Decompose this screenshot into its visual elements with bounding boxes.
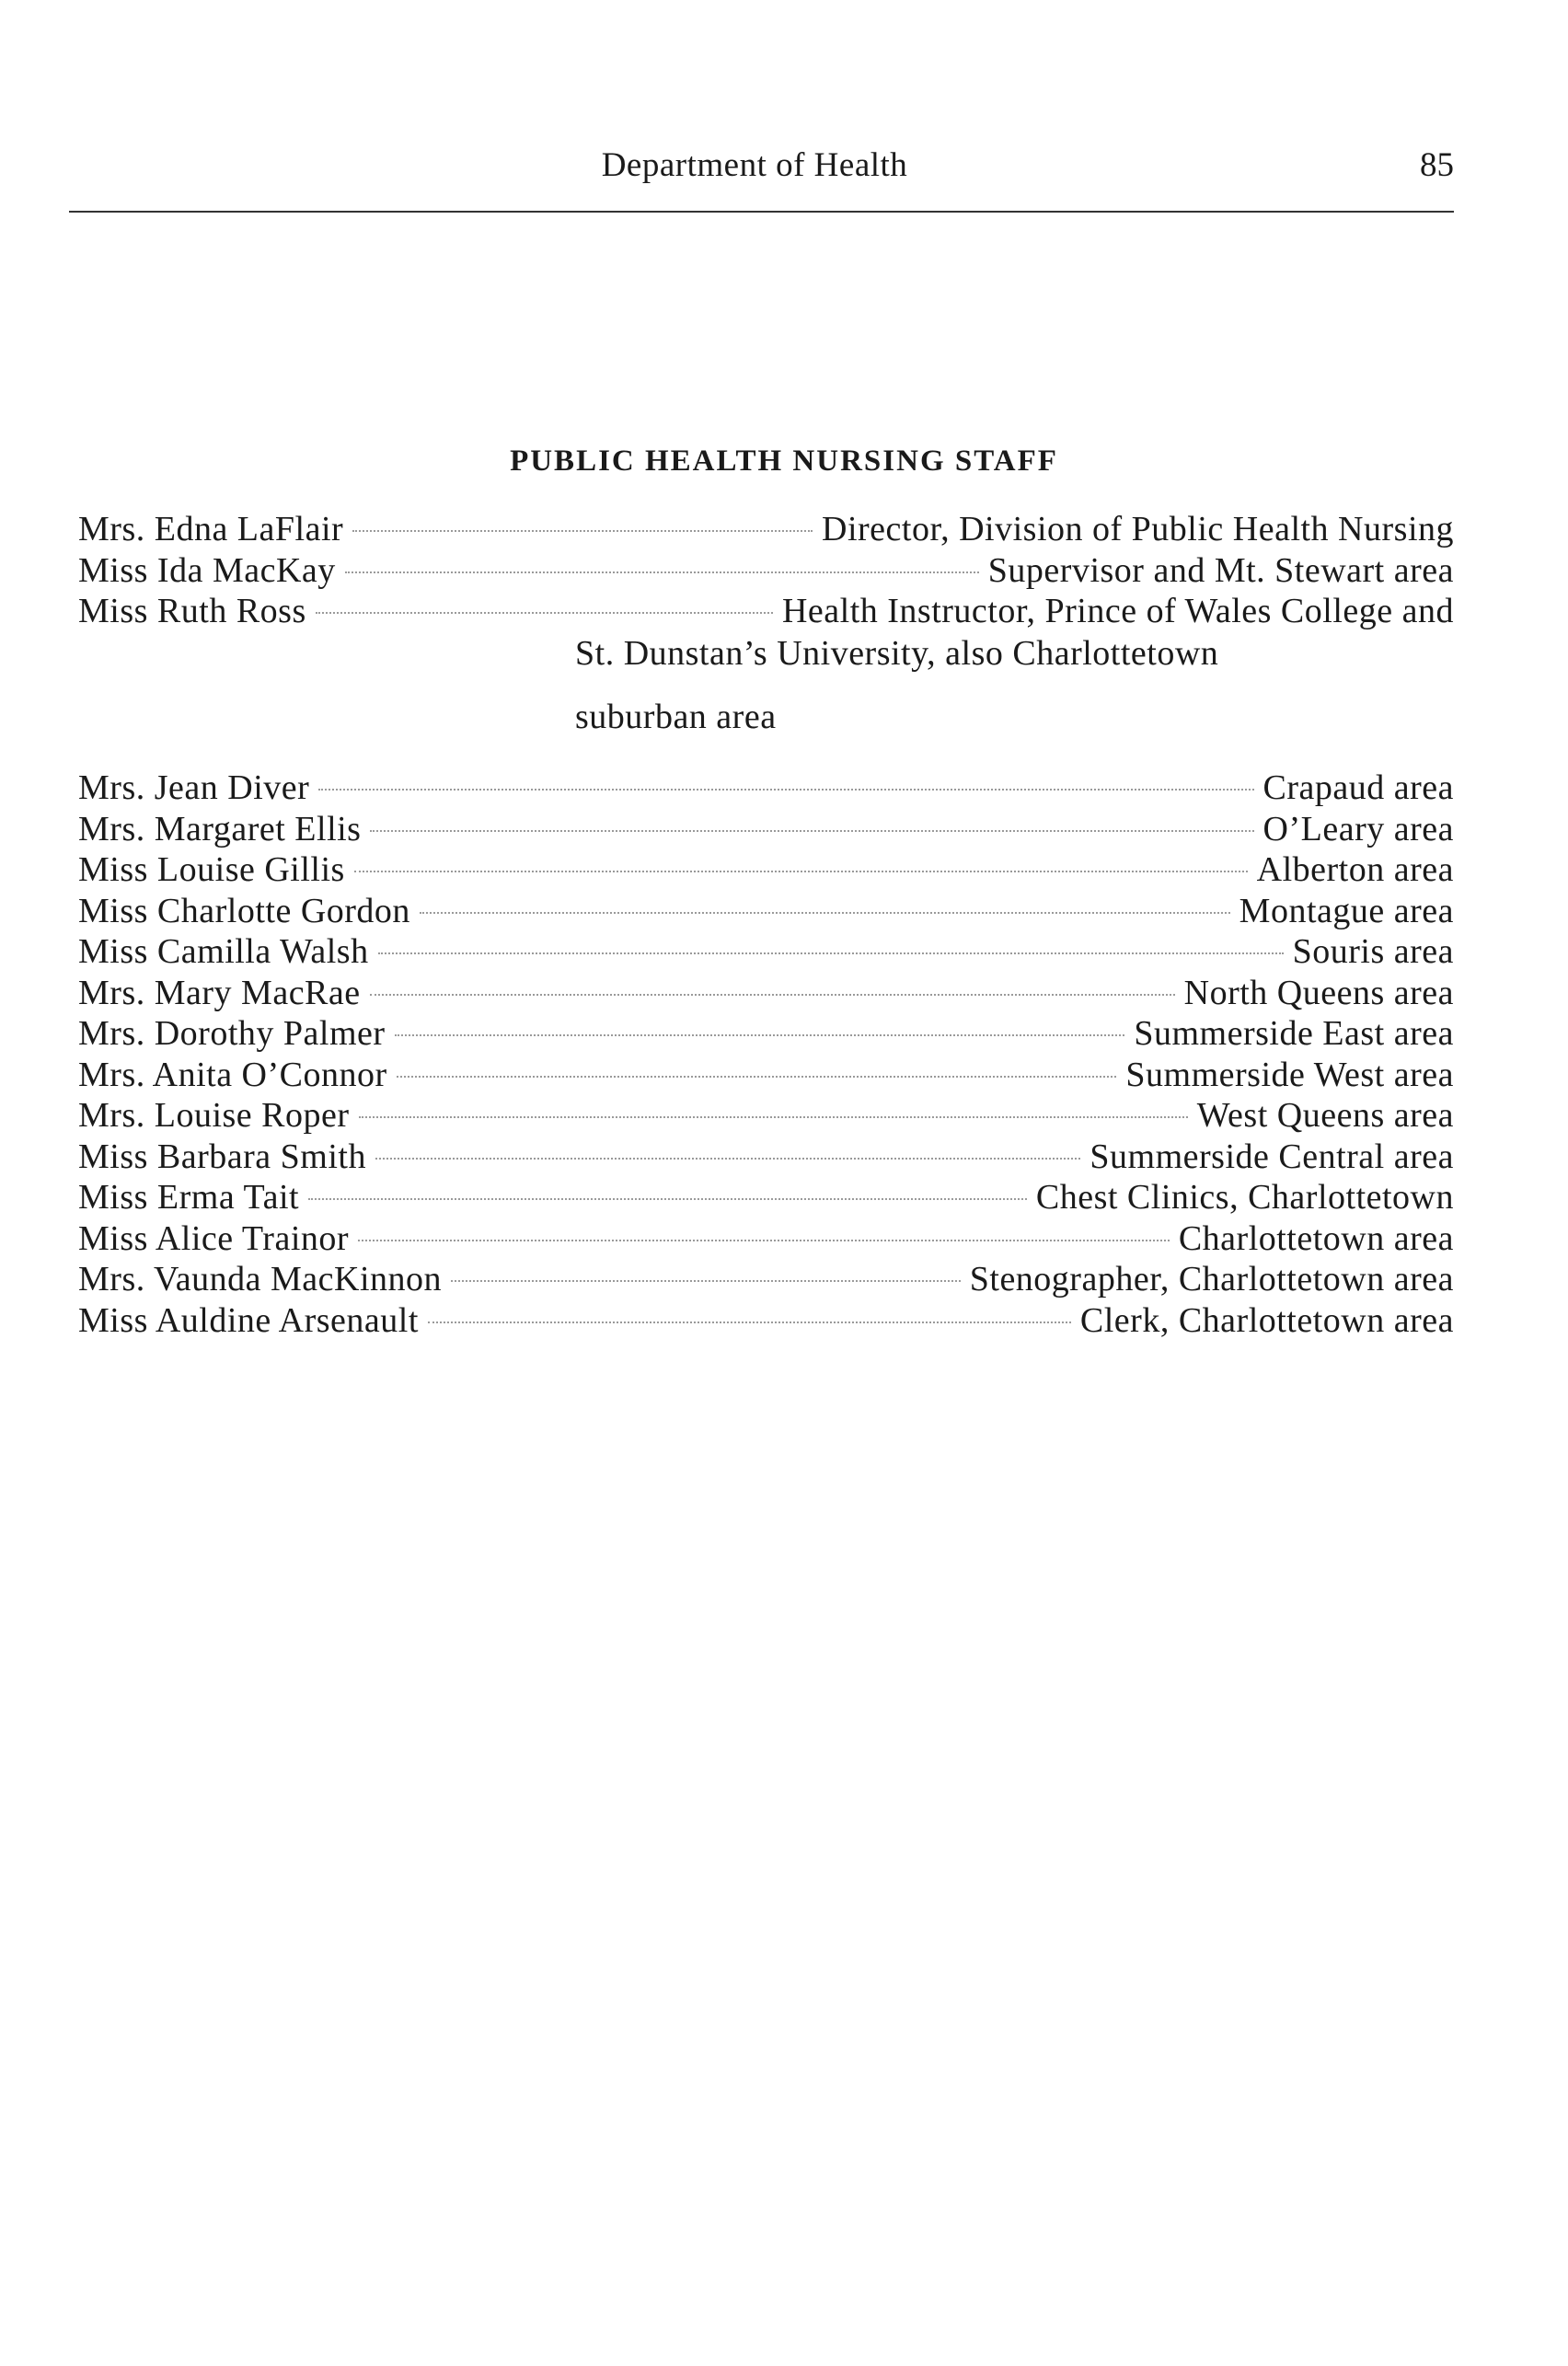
staff-role: Summerside Central area xyxy=(1090,1137,1454,1176)
staff-name: Miss Louise Gillis xyxy=(78,850,345,889)
staff-row xyxy=(78,1095,1454,1137)
staff-role-continued: St. Dunstan’s University, also Charlottetown xyxy=(575,634,1219,673)
staff-role: West Queens area xyxy=(1196,1096,1454,1135)
staff-row xyxy=(78,550,1454,592)
dot-leader xyxy=(308,1198,1027,1200)
dot-leader xyxy=(370,830,1253,832)
staff-row xyxy=(78,1300,1454,1342)
staff-row xyxy=(78,591,1454,632)
staff-name: Mrs. Edna LaFlair xyxy=(78,510,344,548)
dot-leader xyxy=(397,1076,1117,1078)
running-title: Department of Health xyxy=(601,146,908,184)
dot-leader xyxy=(352,530,813,532)
dot-leader xyxy=(378,952,1284,954)
staff-role: Alberton area xyxy=(1256,850,1454,889)
dot-leader xyxy=(345,571,979,573)
staff-name: Mrs. Louise Roper xyxy=(78,1096,350,1135)
staff-role: Souris area xyxy=(1292,932,1454,971)
staff-row xyxy=(78,1218,1454,1260)
staff-row xyxy=(78,849,1454,891)
dot-leader xyxy=(354,871,1248,872)
staff-role-continued: suburban area xyxy=(575,698,777,736)
staff-row xyxy=(78,1137,1454,1178)
staff-name: Mrs. Margaret Ellis xyxy=(78,809,362,848)
staff-row xyxy=(78,973,1454,1014)
dot-leader xyxy=(451,1280,961,1282)
staff-name: Mrs. Dorothy Palmer xyxy=(78,1014,386,1053)
area-staff-list xyxy=(78,768,1454,1341)
staff-role: Supervisor and Mt. Stewart area xyxy=(987,550,1454,590)
staff-row xyxy=(78,931,1454,973)
staff-role: Montague area xyxy=(1239,891,1454,930)
dot-leader xyxy=(395,1034,1125,1036)
staff-name: Miss Erma Tait xyxy=(78,1178,300,1217)
staff-name: Miss Auldine Arsenault xyxy=(78,1300,419,1340)
staff-row xyxy=(78,1259,1454,1300)
staff-role: Clerk, Charlottetown area xyxy=(1079,1300,1454,1340)
staff-row xyxy=(78,809,1454,850)
dot-leader xyxy=(359,1116,1188,1118)
staff-role: Stenographer, Charlottetown area xyxy=(969,1260,1454,1298)
staff-name: Miss Barbara Smith xyxy=(78,1137,366,1176)
staff-name: Mrs. Jean Diver xyxy=(78,768,310,807)
staff-name: Miss Charlotte Gordon xyxy=(78,891,410,930)
staff-name: Miss Alice Trainor xyxy=(78,1218,350,1258)
dot-leader xyxy=(370,994,1175,996)
staff-name: Mrs. Mary MacRae xyxy=(78,973,361,1012)
staff-row xyxy=(78,1055,1454,1096)
staff-role: Summerside West area xyxy=(1125,1055,1454,1094)
staff-row xyxy=(78,509,1454,550)
staff-role: North Queens area xyxy=(1183,973,1454,1012)
staff-name: Mrs. Vaunda MacKinnon xyxy=(78,1260,443,1298)
staff-row xyxy=(78,1013,1454,1055)
dot-leader xyxy=(375,1158,1080,1160)
staff-name: Miss Ida MacKay xyxy=(78,550,336,590)
section-title: PUBLIC HEALTH NURSING STAFF xyxy=(510,444,1058,478)
staff-role: O’Leary area xyxy=(1262,809,1454,848)
staff-row xyxy=(78,891,1454,932)
staff-row xyxy=(78,768,1454,809)
staff-name: Miss Ruth Ross xyxy=(78,592,306,630)
header-rule xyxy=(69,211,1454,213)
running-head xyxy=(64,145,1454,191)
staff-role: Charlottetown area xyxy=(1178,1218,1454,1258)
page-number: 85 xyxy=(1420,146,1454,184)
dot-leader xyxy=(420,912,1230,914)
staff-role: Crapaud area xyxy=(1262,768,1454,807)
staff-role: Summerside East area xyxy=(1134,1014,1454,1053)
staff-role: Director, Division of Public Health Nursing xyxy=(822,510,1454,548)
senior-staff-list xyxy=(78,509,1454,632)
dot-leader xyxy=(316,612,773,614)
staff-role: Health Instructor, Prince of Wales College and xyxy=(781,592,1454,630)
dot-leader xyxy=(318,789,1253,791)
staff-name: Miss Camilla Walsh xyxy=(78,932,369,971)
staff-name: Mrs. Anita O’Connor xyxy=(78,1055,387,1094)
staff-role: Chest Clinics, Charlottetown xyxy=(1035,1178,1454,1217)
staff-row xyxy=(78,1177,1454,1218)
dot-leader xyxy=(428,1321,1071,1323)
dot-leader xyxy=(358,1240,1170,1241)
